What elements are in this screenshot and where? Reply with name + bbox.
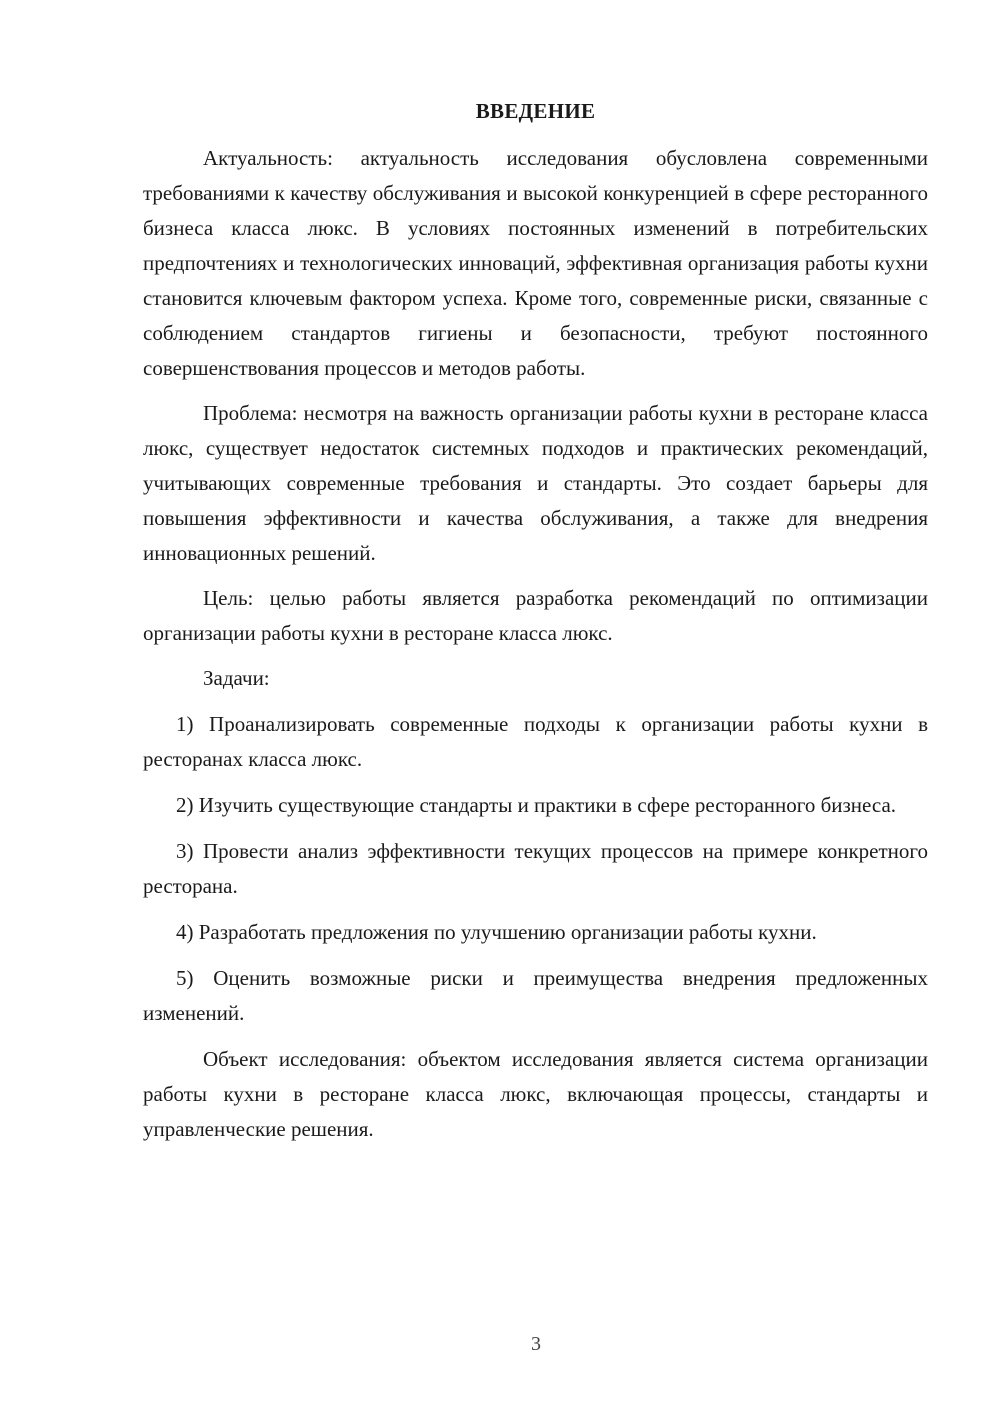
list-item: 5) Оценить возможные риски и преимущества внедрения предложенных изменений. (143, 966, 928, 1025)
list-item: 3) Провести анализ эффективности текущих процессов на примере конкретного ресторана. (143, 839, 928, 898)
paragraph-object: Объект исследования: объектом исследования является система организации работы кухни в ресторане класса люкс, включающая процессы, стандарты и управленческие решения. (143, 1047, 928, 1141)
list-item: 2) Изучить существующие стандарты и практики в сфере ресторанного бизнеса. (176, 793, 897, 817)
paragraph-problem: Проблема: несмотря на важность организации работы кухни в ресторане класса люкс, существует недостаток системных подходов и практических рекомендаций, учитывающих современные требования и стандарты. Это создает барьеры для повышения эффективности и качества обслуживания, а также для внедрения инновационных решений. (143, 401, 928, 565)
paragraph-relevance: Актуальность: актуальность исследования обусловлена современными требованиями к качеству обслуживания и высокой конкуренцией в сфере ресторанного бизнеса класса люкс. В условиях постоянных изменений в потребительских предпочтениях и технологических инноваций, эффективная организация работы кухни становится ключевым фактором успеха. Кроме того, современные риски, связанные с соблюдением стандартов гигиены и безопасности, требуют постоянного совершенствования процессов и методов работы. (143, 146, 928, 380)
paragraph-goal: Цель: целью работы является разработка рекомендаций по оптимизации организации работы кухни в ресторане класса люкс. (143, 586, 928, 645)
page-number: 3 (531, 1333, 541, 1355)
page-title: ВВЕДЕНИЕ (475, 99, 596, 123)
document-page (143, 94, 928, 1147)
tasks-heading: Задачи: (203, 666, 270, 690)
task-list (143, 707, 928, 1031)
list-item: 4) Разработать предложения по улучшению организации работы кухни. (176, 920, 817, 944)
list-item: 1) Проанализировать современные подходы к организации работы кухни в ресторанах класса люкс. (143, 712, 928, 771)
